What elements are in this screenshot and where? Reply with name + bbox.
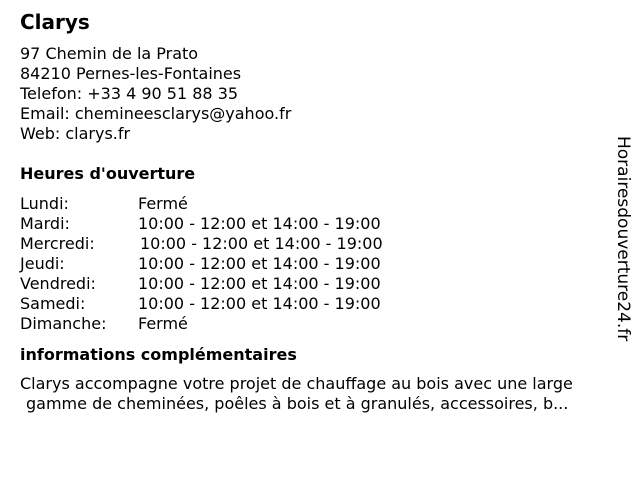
hours-row-jeudi xyxy=(20,254,610,274)
opening-hours-heading: Heures d'ouverture xyxy=(20,164,196,183)
hours-row-mercredi xyxy=(20,234,610,254)
web-value[interactable]: clarys.fr xyxy=(65,124,131,143)
opening-hours-list xyxy=(20,194,610,334)
day-label: Dimanche: xyxy=(20,314,107,333)
additional-info-line-2: gamme de cheminées, poêles à bois et à granulés, accessoires, b... xyxy=(26,394,569,413)
day-label: Vendredi: xyxy=(20,274,96,293)
hours-row-samedi xyxy=(20,294,610,314)
hours-value: 10:00 - 12:00 et 14:00 - 19:00 xyxy=(138,274,381,293)
phone-value[interactable]: +33 4 90 51 88 35 xyxy=(87,84,239,103)
hours-value: 10:00 - 12:00 et 14:00 - 19:00 xyxy=(138,294,381,313)
hours-row-mardi xyxy=(20,214,610,234)
business-card xyxy=(20,8,610,414)
web-line xyxy=(20,124,610,144)
hours-value: Fermé xyxy=(138,194,188,213)
day-label: Samedi: xyxy=(20,294,86,313)
day-label: Jeudi: xyxy=(20,254,65,273)
address-line-street: 97 Chemin de la Prato xyxy=(20,44,199,63)
additional-info-line-1: Clarys accompagne votre projet de chauffage au bois avec une large xyxy=(20,374,573,393)
email-value[interactable]: chemineesclarys@yahoo.fr xyxy=(74,104,292,123)
hours-value: 10:00 - 12:00 et 14:00 - 19:00 xyxy=(138,254,381,273)
email-line xyxy=(20,104,610,124)
web-label: Web: xyxy=(20,124,61,143)
phone-line xyxy=(20,84,610,104)
additional-info-heading: informations complémentaires xyxy=(20,345,297,364)
day-label: Lundi: xyxy=(20,194,69,213)
hours-row-lundi xyxy=(20,194,610,214)
hours-row-vendredi xyxy=(20,274,610,294)
site-watermark: Horairesdouverture24.fr xyxy=(613,136,633,342)
address-line-city: 84210 Pernes-les-Fontaines xyxy=(20,64,242,83)
hours-value: Fermé xyxy=(138,314,188,333)
business-name: Clarys xyxy=(20,10,90,34)
day-label: Mercredi: xyxy=(20,234,95,253)
hours-value: 10:00 - 12:00 et 14:00 - 19:00 xyxy=(138,214,381,233)
phone-label: Telefon: xyxy=(20,84,83,103)
day-label: Mardi: xyxy=(20,214,70,233)
hours-row-dimanche xyxy=(20,314,610,334)
email-label: Email: xyxy=(20,104,70,123)
hours-value: 10:00 - 12:00 et 14:00 - 19:00 xyxy=(140,234,383,253)
